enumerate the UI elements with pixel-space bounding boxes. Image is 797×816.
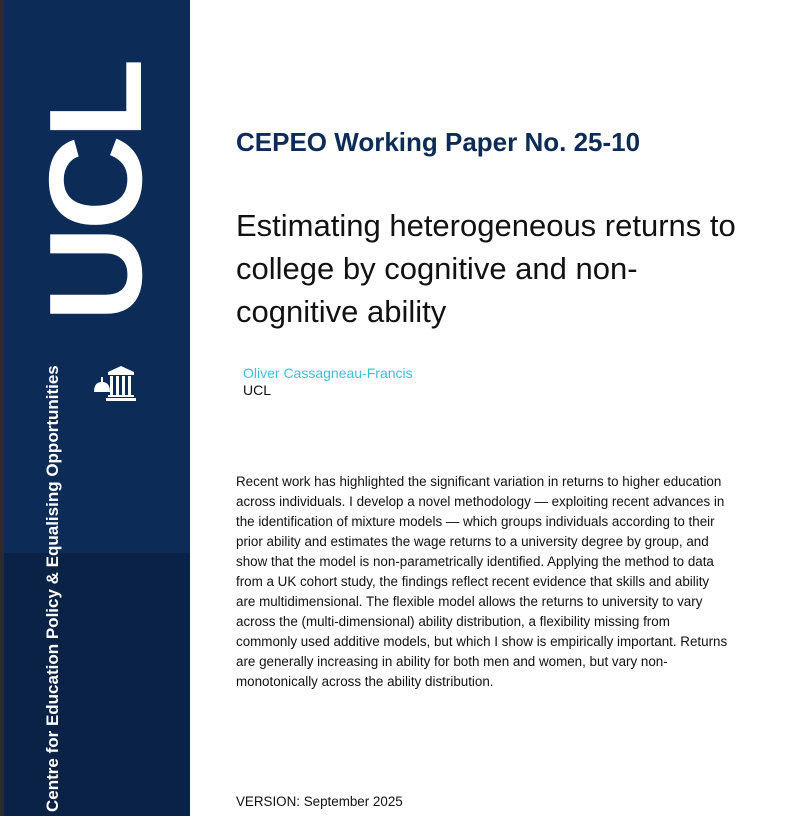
sidebar-tagline: Centre for Education Policy & Equalising Opportunities [43,365,62,812]
portico-icon [92,364,138,404]
paper-title: Estimating heterogeneous returns to college by cognitive and non-cognitive ability [236,208,736,329]
sidebar-bottom-panel [4,553,190,816]
author-affiliation: UCL [243,382,272,398]
version-label: VERSION: September 2025 [236,794,403,809]
abstract-text: Recent work has highlighted the significant variation in returns to higher education across individuals. I develop a novel methodology — exploiting recent advances in the identification of mixture models — which groups individuals according to their prior ability and estimates the wage returns to a university degree by group, and show that the model is non-parametrically identified. Applying the method to data from a UK cohort study, the findings reflect recent evidence that skills and ability are multidimensional. The flexible model allows the returns to university to vary across the (multi-dimensional) ability distribution, a flexibility missing from commonly used additive models, but which I show is empirically important. Returns are generally increasing in ability for both men and women, but vary non-monotonically across the ability distribution. [236,474,728,689]
ucl-logo: UCL [22,62,169,322]
author-name: Oliver Cassagneau-Francis [243,365,413,381]
working-paper-series: CEPEO Working Paper No. 25-10 [236,127,641,157]
